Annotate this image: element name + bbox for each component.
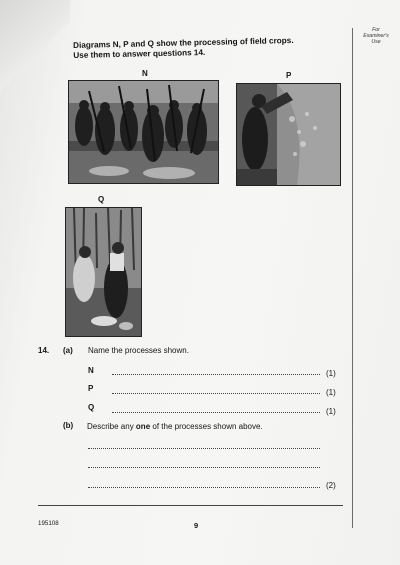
question-number: 14. [38, 346, 50, 355]
photo-q-image [66, 208, 141, 336]
part-b-answer-line-3[interactable] [88, 487, 320, 488]
photo-n-label: N [142, 69, 148, 78]
marks-n: (1) [326, 369, 336, 378]
photo-p-winnowing [236, 83, 341, 186]
examiner-line-1: For [372, 27, 380, 33]
page-fold-shadow [0, 0, 70, 95]
marks-p: (1) [326, 388, 336, 397]
part-b-answer-line-2[interactable] [88, 467, 320, 468]
part-b-text-after: of the processes shown above. [150, 422, 263, 431]
answer-line-p[interactable] [112, 393, 320, 394]
part-b-text [87, 422, 263, 431]
part-a-label: (a) [63, 346, 73, 355]
photo-q-label: Q [98, 195, 105, 204]
examiner-use-label [356, 27, 396, 46]
paper-code: 195108 [38, 520, 59, 527]
intro-line-2: Use them to answer questions 14. [73, 48, 206, 60]
photo-n-threshing [68, 80, 219, 184]
question-intro [73, 35, 343, 61]
photo-p-label: P [286, 71, 292, 80]
part-a-text: Name the processes shown. [88, 346, 189, 355]
page-number: 9 [194, 521, 199, 530]
part-b-label: (b) [63, 421, 74, 430]
examiner-margin-line [352, 28, 353, 528]
intro-line-1: Diagrams N, P and Q show the processing of field crops. [73, 35, 294, 50]
examiner-line-3: Use [371, 39, 381, 46]
photo-n-image [69, 81, 218, 183]
marks-part-b: (2) [326, 481, 336, 490]
part-b-text-before: Describe any [87, 422, 136, 431]
examiner-line-2: Examiner's [363, 33, 389, 40]
photo-p-image [237, 84, 340, 185]
marks-q: (1) [326, 407, 336, 416]
answer-label-q: Q [88, 403, 95, 412]
photo-q-shelling [65, 207, 142, 337]
answer-label-p: P [88, 384, 94, 393]
footer-rule [38, 505, 343, 506]
part-b-answer-line-1[interactable] [88, 448, 320, 449]
answer-line-q[interactable] [112, 412, 320, 413]
part-b-text-bold: one [135, 422, 151, 431]
answer-label-n: N [88, 366, 94, 375]
answer-line-n[interactable] [112, 374, 320, 375]
